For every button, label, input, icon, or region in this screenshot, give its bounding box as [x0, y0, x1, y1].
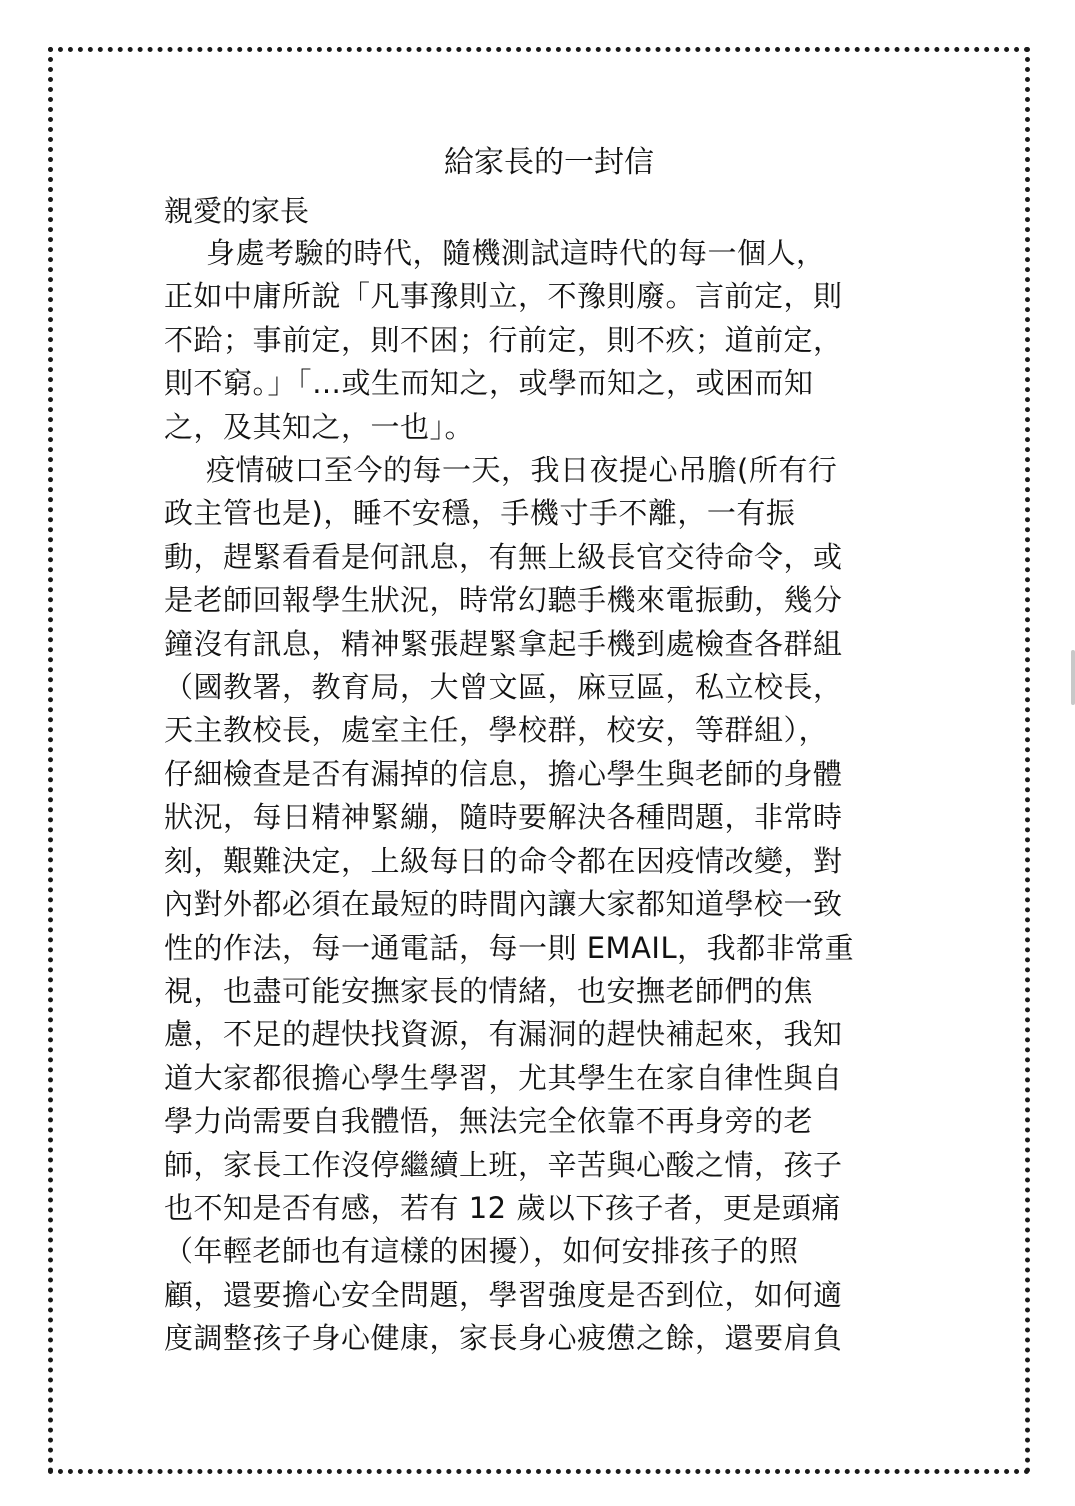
text-line: 道大家都很擔心學生學習，尤其學生在家自律性與自 — [164, 1060, 843, 1095]
scrollbar[interactable] — [1071, 650, 1075, 705]
text-line: 視，也盡可能安撫家長的情緒，也安撫老師們的焦 — [164, 973, 814, 1008]
text-line: 政主管也是)，睡不安穩，手機寸手不離，一有振 — [164, 496, 796, 531]
text-line: 刻，艱難決定，上級每日的命令都在因疫情改變，對 — [164, 843, 843, 878]
text-line: 度調整孩子身心健康，家長身心疲憊之餘，還要肩負 — [164, 1321, 843, 1356]
text-line: 內對外都必須在最短的時間內讓大家都知道學校一致 — [164, 887, 843, 922]
text-line: （年輕老師也有這樣的困擾），如何安排孩子的照 — [164, 1234, 799, 1269]
paragraph-1 — [164, 232, 924, 449]
paragraph-2 — [164, 449, 924, 1361]
text-line: 學力尚需要自我體悟，無法完全依靠不再身旁的老 — [164, 1104, 814, 1139]
text-line: 慮，不足的趕快找資源，有漏洞的趕快補起來，我知 — [164, 1017, 843, 1052]
text-line: 正如中庸所說「凡事豫則立，不豫則廢。言前定，則 — [164, 279, 843, 314]
text-line: 鐘沒有訊息，精神緊張趕緊拿起手機到處檢查各群組 — [164, 626, 843, 661]
text-line: 狀況，每日精神緊繃，隨時要解決各種問題，非常時 — [164, 800, 843, 835]
text-line: 之，及其知之，一也」。 — [164, 409, 475, 444]
text-line: 也不知是否有感，若有 12 歲以下孩子者，更是頭痛 — [164, 1190, 841, 1225]
letter-body — [164, 140, 924, 1361]
text-line: 天主教校長，處室主任，學校群，校安，等群組）， — [164, 713, 829, 748]
text-line: 則不窮。」「…或生而知之，或學而知之，或困而知 — [164, 366, 814, 401]
text-line: （國教署，教育局，大曾文區，麻豆區，私立校長， — [164, 670, 843, 705]
text-line: 是老師回報學生狀況，時常幻聽手機來電振動，幾分 — [164, 583, 843, 618]
text-line: 疫情破口至今的每一天，我日夜提心吊膽(所有行 — [206, 453, 838, 488]
text-line: 顧，還要擔心安全問題，學習強度是否到位，如何適 — [164, 1277, 843, 1312]
text-line: 性的作法，每一通電話，每一則 EMAIL，我都非常重 — [164, 930, 855, 965]
text-line: 仔細檢查是否有漏掉的信息，擔心學生與老師的身體 — [164, 756, 843, 791]
text-line: 師，家長工作沒停繼續上班，辛苦與心酸之情，孩子 — [164, 1147, 843, 1182]
text-line: 不跲；事前定，則不困；行前定，則不疚；道前定， — [164, 322, 843, 357]
letter-title: 給家長的一封信 — [444, 145, 654, 180]
text-line: 身處考驗的時代，隨機測試這時代的每一個人， — [206, 236, 826, 270]
letter-salutation: 親愛的家長 — [164, 194, 310, 228]
text-line: 動，趕緊看看是何訊息，有無上級長官交待命令，或 — [164, 539, 843, 574]
